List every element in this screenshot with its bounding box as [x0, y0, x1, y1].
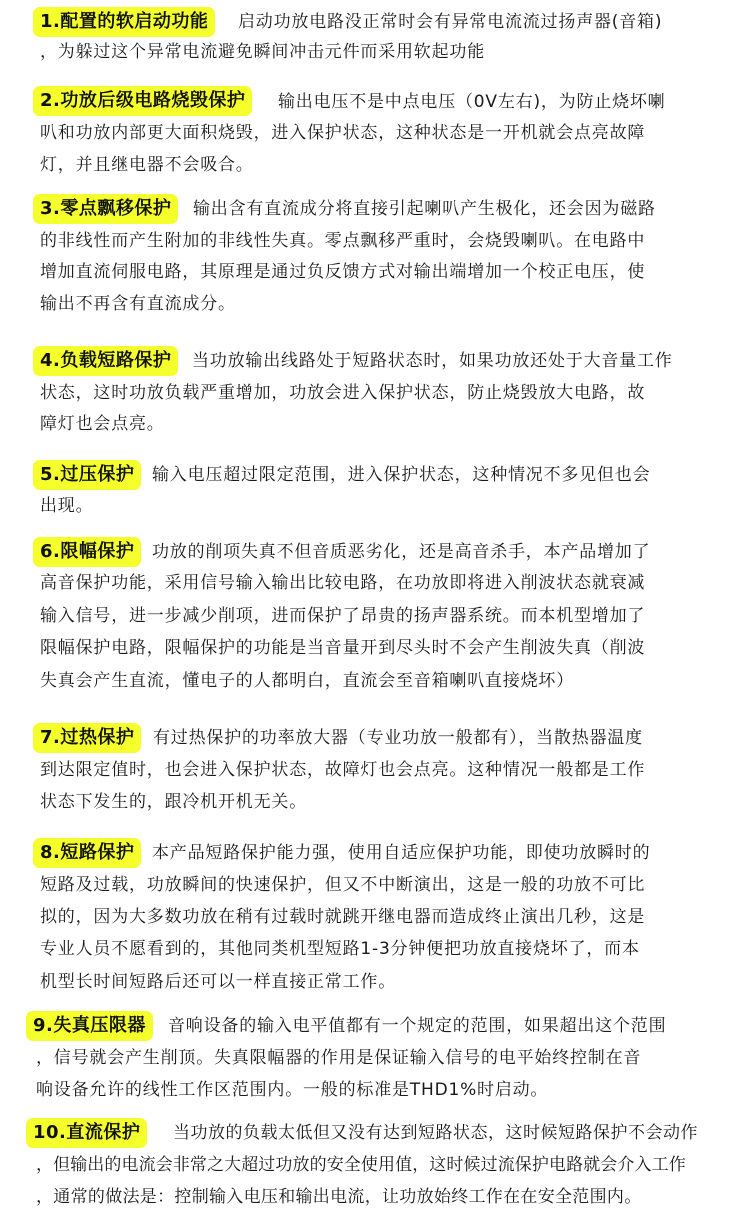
section-text-line: 输出电压不是中点电压（0V左右)，为防止烧坏喇 [278, 92, 666, 112]
section-text-line: 高音保护功能，采用信号输入输出比较电路，在功放即将进入削波状态就衰减 [40, 573, 646, 593]
section-text-line: 专业人员不愿看到的，其他同类机型短路1-3分钟便把功放直接烧坏了，而本 [40, 939, 640, 959]
section-text-line: 输出含有直流成分将直接引起喇叭产生极化，还会因为磁路 [193, 199, 656, 219]
section-text-line: 到达限定值时，也会进入保护状态，故障灯也会点亮。这种情况一般都是工作 [40, 760, 646, 780]
section-text-line: 输出不再含有直流成分。 [40, 294, 236, 314]
section-title: 9.失真压限器 [26, 1011, 153, 1041]
section-text-line: 本产品短路保护能力强，使用自适应保护功能，即使功放瞬时的 [152, 843, 651, 863]
section-text-line: 叭和功放内部更大面积烧毁，进入保护状态，这种状态是一开机就会点亮故障 [40, 123, 646, 143]
section-title: 4.负载短路保护 [33, 346, 178, 376]
section-text-line: 功放的削项失真不但音质恶劣化，还是高音杀手，本产品增加了 [152, 542, 651, 562]
section-text-line: 短路及过载，功放瞬间的快速保护，但又不中断演出，这是一般的功放不可比 [40, 875, 646, 895]
section-text-line: 响设备允许的线性工作区范围内。一般的标准是THD1%时启动。 [36, 1080, 549, 1100]
section-text-line: ，通常的做法是：控制输入电压和输出电流，让功放始终工作在在安全范围内。 [36, 1187, 642, 1207]
section-text-line: 状态，这时功放负载严重增加，功放会进入保护状态，防止烧毁放大电路，故 [40, 383, 646, 403]
section-text-line: 出现。 [40, 496, 94, 516]
section-text-line: 当功放输出线路处于短路状态时，如果功放还处于大音量工作 [192, 351, 673, 371]
section-text-line: 当功放的负载太低但又没有达到短路状态，这时候短路保护不会动作 [173, 1123, 698, 1143]
section-title: 2.功放后级电路烧毁保护 [33, 86, 252, 116]
section-text-line: 机型长时间短路后还可以一样直接正常工作。 [40, 972, 396, 992]
section-text-line: 音响设备的输入电平值都有一个规定的范围，如果超出这个范围 [168, 1016, 667, 1036]
section-title: 5.过压保护 [33, 460, 141, 490]
section-text-line: 拟的，因为大多数功放在稍有过载时就跳开继电器而造成终止演出几秒，这是 [40, 907, 646, 927]
section-text-line: ，为躲过这个异常电流避免瞬间冲击元件而采用软起功能 [40, 42, 485, 62]
section-text-line: 障灯也会点亮。 [40, 414, 165, 434]
section-text-line: 输入电压超过限定范围，进入保护状态，这种情况不多见但也会 [152, 465, 651, 485]
section-title: 8.短路保护 [33, 838, 141, 868]
section-text-line: 有过热保护的功率放大器（专业功放一般都有），当散热器温度 [153, 728, 643, 748]
section-text-line: 增加直流伺服电路，其原理是通过负反馈方式对输出端增加一个校正电压，使 [40, 262, 646, 282]
section-text-line: 灯，并且继电器不会吸合。 [40, 155, 254, 175]
section-text-line: 限幅保护电路，限幅保护的功能是当音量开到尽头时不会产生削波失真（削波 [40, 638, 646, 658]
section-text-line: 启动功放电路没正常时会有异常电流流过扬声器(音箱) [238, 12, 663, 32]
section-text-line: 状态下发生的，跟冷机开机无关。 [40, 792, 307, 812]
section-text-line: 失真会产生直流，懂电子的人都明白，直流会至音箱喇叭直接烧坏） [40, 671, 574, 691]
section-title: 1.配置的软启动功能 [33, 7, 215, 37]
section-text-line: 输入信号，进一步减少削项，进而保护了昂贵的扬声器系统。而本机型增加了 [40, 606, 646, 626]
section-text-line: ，但输出的电流会非常之大超过功放的安全使用值，这时候过流保护电路就会介入工作 [36, 1155, 686, 1175]
section-text-line: 的非线性而产生附加的非线性失真。零点飘移严重时，会烧毁喇叭。在电路中 [40, 231, 646, 251]
section-title: 6.限幅保护 [33, 537, 141, 567]
section-title: 3.零点飘移保护 [33, 194, 178, 224]
section-title: 7.过热保护 [33, 723, 141, 753]
section-text-line: ，信号就会产生削顶。失真限幅器的作用是保证输入信号的电平始终控制在音 [36, 1048, 642, 1068]
section-title: 10.直流保护 [26, 1118, 147, 1148]
